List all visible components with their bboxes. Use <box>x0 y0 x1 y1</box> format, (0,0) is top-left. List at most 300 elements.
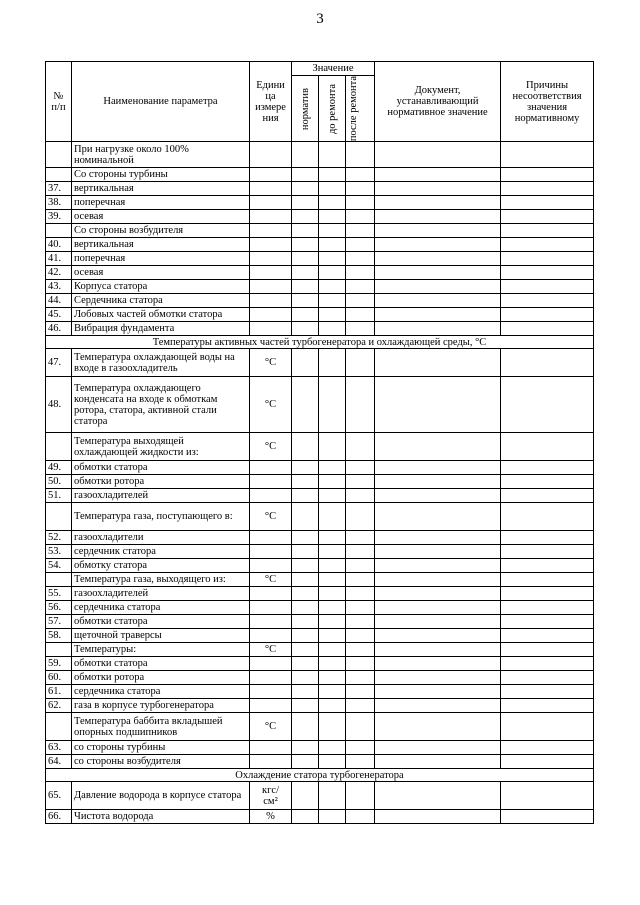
before-repair-cell <box>319 489 346 503</box>
document-cell <box>375 224 501 238</box>
unit-cell <box>250 699 292 713</box>
document-cell <box>375 196 501 210</box>
normative-value-cell <box>292 308 319 322</box>
after-repair-cell <box>346 308 375 322</box>
parameter-name: Температура газа, поступающего в: <box>72 503 250 531</box>
parameter-name: вертикальная <box>72 182 250 196</box>
row-number: 57. <box>46 615 72 629</box>
section-title: Охлаждение статора турбогенератора <box>46 769 594 782</box>
document-cell <box>375 671 501 685</box>
unit-cell <box>250 196 292 210</box>
parameter-name: осевая <box>72 266 250 280</box>
table-row <box>46 349 594 377</box>
before-repair-cell <box>319 545 346 559</box>
unit-cell <box>250 601 292 615</box>
unit-cell <box>250 308 292 322</box>
before-repair-cell <box>319 142 346 168</box>
table-row <box>46 210 594 224</box>
normative-value-cell <box>292 615 319 629</box>
table-row <box>46 294 594 308</box>
before-repair-cell <box>319 349 346 377</box>
table-row <box>46 559 594 573</box>
row-number: 44. <box>46 294 72 308</box>
parameter-name: со стороны возбудителя <box>72 755 250 769</box>
normative-value-cell <box>292 168 319 182</box>
before-repair-cell <box>319 587 346 601</box>
before-repair-cell <box>319 810 346 824</box>
normative-value-cell <box>292 433 319 461</box>
table-row <box>46 741 594 755</box>
before-repair-cell <box>319 182 346 196</box>
reason-cell <box>501 629 594 643</box>
reason-cell <box>501 252 594 266</box>
unit-cell <box>250 322 292 336</box>
unit-cell <box>250 238 292 252</box>
parameter-name: Давление водорода в корпусе статора <box>72 782 250 810</box>
reason-cell <box>501 713 594 741</box>
section-row <box>46 769 594 782</box>
reason-cell <box>501 196 594 210</box>
after-repair-cell <box>346 601 375 615</box>
reason-cell <box>501 349 594 377</box>
table-row <box>46 615 594 629</box>
parameter-name: обмотки статора <box>72 615 250 629</box>
after-repair-cell <box>346 503 375 531</box>
normative-value-cell <box>292 699 319 713</box>
table-row <box>46 252 594 266</box>
table-row <box>46 224 594 238</box>
before-repair-cell <box>319 280 346 294</box>
unit-cell <box>250 294 292 308</box>
table-row <box>46 643 594 657</box>
row-number <box>46 142 72 168</box>
table-row <box>46 196 594 210</box>
table-row <box>46 782 594 810</box>
table-row <box>46 475 594 489</box>
unit-cell <box>250 559 292 573</box>
table-row <box>46 280 594 294</box>
document-cell <box>375 461 501 475</box>
document-cell <box>375 657 501 671</box>
unit-cell <box>250 587 292 601</box>
after-repair-cell <box>346 349 375 377</box>
normative-value-cell <box>292 643 319 657</box>
header-value: Значение <box>292 62 375 76</box>
after-repair-cell <box>346 531 375 545</box>
after-repair-cell <box>346 142 375 168</box>
row-number <box>46 713 72 741</box>
row-number: 62. <box>46 699 72 713</box>
after-repair-cell <box>346 782 375 810</box>
reason-cell <box>501 461 594 475</box>
parameter-name: со стороны турбины <box>72 741 250 755</box>
parameter-name: Корпуса статора <box>72 280 250 294</box>
document-cell <box>375 322 501 336</box>
document-cell <box>375 587 501 601</box>
header-reason: Причины несоответствия значения нормативному <box>501 62 594 142</box>
reason-cell <box>501 224 594 238</box>
table-row <box>46 266 594 280</box>
row-number: 49. <box>46 461 72 475</box>
parameter-name: Со стороны турбины <box>72 168 250 182</box>
before-repair-cell <box>319 168 346 182</box>
reason-cell <box>501 168 594 182</box>
reason-cell <box>501 559 594 573</box>
unit-cell <box>250 210 292 224</box>
before-repair-cell <box>319 713 346 741</box>
parameter-name: Сердечника статора <box>72 294 250 308</box>
normative-value-cell <box>292 142 319 168</box>
row-number: 58. <box>46 629 72 643</box>
unit-cell <box>250 741 292 755</box>
table-row <box>46 587 594 601</box>
normative-value-cell <box>292 349 319 377</box>
document-cell <box>375 615 501 629</box>
table-row <box>46 810 594 824</box>
unit-cell <box>250 266 292 280</box>
unit-cell <box>250 489 292 503</box>
before-repair-cell <box>319 196 346 210</box>
document-cell <box>375 741 501 755</box>
normative-value-cell <box>292 573 319 587</box>
table-row <box>46 489 594 503</box>
document-cell <box>375 308 501 322</box>
parameter-name: сердечника статора <box>72 685 250 699</box>
unit-cell: °С <box>250 349 292 377</box>
after-repair-cell <box>346 294 375 308</box>
after-repair-cell <box>346 238 375 252</box>
header-before-repair: до ремонта <box>319 76 346 142</box>
normative-value-cell <box>292 182 319 196</box>
normative-value-cell <box>292 503 319 531</box>
row-number: 53. <box>46 545 72 559</box>
after-repair-cell <box>346 713 375 741</box>
reason-cell <box>501 489 594 503</box>
document-cell <box>375 713 501 741</box>
row-number: 47. <box>46 349 72 377</box>
unit-cell: % <box>250 810 292 824</box>
before-repair-cell <box>319 294 346 308</box>
before-repair-cell <box>319 755 346 769</box>
normative-value-cell <box>292 489 319 503</box>
before-repair-cell <box>319 629 346 643</box>
parameter-name: обмотки ротора <box>72 671 250 685</box>
row-number: 55. <box>46 587 72 601</box>
row-number: 39. <box>46 210 72 224</box>
table-row <box>46 713 594 741</box>
reason-cell <box>501 433 594 461</box>
document-cell <box>375 531 501 545</box>
before-repair-cell <box>319 699 346 713</box>
header-name: Наименование параметра <box>72 62 250 142</box>
reason-cell <box>501 587 594 601</box>
reason-cell <box>501 782 594 810</box>
row-number: 66. <box>46 810 72 824</box>
parameter-name: щеточной траверсы <box>72 629 250 643</box>
document-cell <box>375 294 501 308</box>
unit-cell <box>250 657 292 671</box>
before-repair-cell <box>319 685 346 699</box>
document-cell <box>375 475 501 489</box>
document-cell <box>375 601 501 615</box>
parameter-name: обмотку статора <box>72 559 250 573</box>
before-repair-cell <box>319 657 346 671</box>
parameter-name: поперечная <box>72 196 250 210</box>
normative-value-cell <box>292 713 319 741</box>
parameter-name: Температура охлаждающего конденсата на входе к обмоткам ротора, статора, активной стали статора <box>72 377 250 433</box>
after-repair-cell <box>346 252 375 266</box>
reason-cell <box>501 755 594 769</box>
unit-cell <box>250 531 292 545</box>
parameter-name: газоохладителей <box>72 489 250 503</box>
document-cell <box>375 629 501 643</box>
before-repair-cell <box>319 252 346 266</box>
unit-cell: кгс/ см² <box>250 782 292 810</box>
before-repair-cell <box>319 266 346 280</box>
table-row <box>46 433 594 461</box>
reason-cell <box>501 238 594 252</box>
before-repair-cell <box>319 643 346 657</box>
row-number: 40. <box>46 238 72 252</box>
unit-cell <box>250 671 292 685</box>
table-row <box>46 322 594 336</box>
reason-cell <box>501 142 594 168</box>
reason-cell <box>501 699 594 713</box>
reason-cell <box>501 601 594 615</box>
document-cell <box>375 503 501 531</box>
document-cell <box>375 685 501 699</box>
after-repair-cell <box>346 168 375 182</box>
document-cell <box>375 210 501 224</box>
reason-cell <box>501 294 594 308</box>
normative-value-cell <box>292 475 319 489</box>
row-number: 61. <box>46 685 72 699</box>
row-number: 59. <box>46 657 72 671</box>
parameter-name: газоохладителей <box>72 587 250 601</box>
unit-cell: °С <box>250 573 292 587</box>
before-repair-cell <box>319 433 346 461</box>
row-number: 38. <box>46 196 72 210</box>
document-cell <box>375 349 501 377</box>
parameter-name: Температура охлаждающей воды на входе в газоохладитель <box>72 349 250 377</box>
parameter-name: обмотки ротора <box>72 475 250 489</box>
before-repair-cell <box>319 601 346 615</box>
table-row <box>46 685 594 699</box>
document-cell <box>375 489 501 503</box>
before-repair-cell <box>319 531 346 545</box>
normative-value-cell <box>292 196 319 210</box>
unit-cell: °С <box>250 433 292 461</box>
unit-cell: °С <box>250 503 292 531</box>
unit-cell: °С <box>250 713 292 741</box>
normative-value-cell <box>292 559 319 573</box>
reason-cell <box>501 280 594 294</box>
parameter-name: сердечника статора <box>72 601 250 615</box>
reason-cell <box>501 182 594 196</box>
normative-value-cell <box>292 224 319 238</box>
after-repair-cell <box>346 657 375 671</box>
after-repair-cell <box>346 699 375 713</box>
before-repair-cell <box>319 615 346 629</box>
table-row <box>46 629 594 643</box>
normative-value-cell <box>292 545 319 559</box>
parameter-name: вертикальная <box>72 238 250 252</box>
table-row <box>46 308 594 322</box>
document-cell <box>375 377 501 433</box>
page-number: 3 <box>316 11 324 27</box>
reason-cell <box>501 545 594 559</box>
parameter-name: При нагрузке около 100% номинальной <box>72 142 250 168</box>
section-row <box>46 336 594 349</box>
row-number <box>46 643 72 657</box>
document-cell <box>375 142 501 168</box>
document-cell <box>375 280 501 294</box>
parameter-name: обмотки статора <box>72 461 250 475</box>
row-number: 46. <box>46 322 72 336</box>
unit-cell <box>250 168 292 182</box>
after-repair-cell <box>346 545 375 559</box>
parameter-name: Чистота водорода <box>72 810 250 824</box>
header-after-repair: после ремонта <box>346 76 375 142</box>
unit-cell <box>250 142 292 168</box>
row-number: 37. <box>46 182 72 196</box>
normative-value-cell <box>292 322 319 336</box>
after-repair-cell <box>346 377 375 433</box>
normative-value-cell <box>292 755 319 769</box>
reason-cell <box>501 573 594 587</box>
row-number <box>46 433 72 461</box>
unit-cell: °С <box>250 643 292 657</box>
table-row <box>46 573 594 587</box>
unit-cell <box>250 252 292 266</box>
document-cell <box>375 782 501 810</box>
unit-cell <box>250 280 292 294</box>
document-cell <box>375 810 501 824</box>
row-number <box>46 224 72 238</box>
table-row <box>46 238 594 252</box>
reason-cell <box>501 657 594 671</box>
before-repair-cell <box>319 210 346 224</box>
normative-value-cell <box>292 685 319 699</box>
unit-cell <box>250 224 292 238</box>
after-repair-cell <box>346 573 375 587</box>
row-number <box>46 573 72 587</box>
before-repair-cell <box>319 224 346 238</box>
parameter-name: Температура газа, выходящего из: <box>72 573 250 587</box>
reason-cell <box>501 671 594 685</box>
document-cell <box>375 573 501 587</box>
section-title: Температуры активных частей турбогенератора и охлаждающей среды, °С <box>46 336 594 349</box>
document-cell <box>375 182 501 196</box>
row-number: 51. <box>46 489 72 503</box>
document-cell <box>375 699 501 713</box>
after-repair-cell <box>346 685 375 699</box>
normative-value-cell <box>292 294 319 308</box>
normative-value-cell <box>292 238 319 252</box>
table-row <box>46 461 594 475</box>
before-repair-cell <box>319 377 346 433</box>
row-number: 48. <box>46 377 72 433</box>
row-number: 60. <box>46 671 72 685</box>
table-row <box>46 182 594 196</box>
header-num: № п/п <box>46 62 72 142</box>
reason-cell <box>501 810 594 824</box>
row-number: 43. <box>46 280 72 294</box>
normative-value-cell <box>292 210 319 224</box>
before-repair-cell <box>319 741 346 755</box>
unit-cell <box>250 475 292 489</box>
reason-cell <box>501 685 594 699</box>
unit-cell <box>250 545 292 559</box>
before-repair-cell <box>319 308 346 322</box>
row-number: 63. <box>46 741 72 755</box>
parameter-name: Со стороны возбудителя <box>72 224 250 238</box>
before-repair-cell <box>319 238 346 252</box>
row-number <box>46 503 72 531</box>
unit-cell <box>250 629 292 643</box>
row-number: 42. <box>46 266 72 280</box>
unit-cell <box>250 685 292 699</box>
table-row <box>46 377 594 433</box>
unit-cell <box>250 182 292 196</box>
normative-value-cell <box>292 461 319 475</box>
after-repair-cell <box>346 643 375 657</box>
before-repair-cell <box>319 559 346 573</box>
document-cell <box>375 238 501 252</box>
after-repair-cell <box>346 210 375 224</box>
table-row <box>46 657 594 671</box>
after-repair-cell <box>346 433 375 461</box>
after-repair-cell <box>346 322 375 336</box>
document-cell <box>375 252 501 266</box>
row-number <box>46 168 72 182</box>
before-repair-cell <box>319 475 346 489</box>
reason-cell <box>501 531 594 545</box>
normative-value-cell <box>292 629 319 643</box>
after-repair-cell <box>346 559 375 573</box>
header-unit: Едини ца измере ния <box>250 62 292 142</box>
reason-cell <box>501 322 594 336</box>
parameters-table <box>45 61 594 824</box>
before-repair-cell <box>319 671 346 685</box>
reason-cell <box>501 266 594 280</box>
reason-cell <box>501 475 594 489</box>
after-repair-cell <box>346 741 375 755</box>
before-repair-cell <box>319 322 346 336</box>
table-row <box>46 545 594 559</box>
document-cell <box>375 559 501 573</box>
document-cell <box>375 545 501 559</box>
parameter-name: сердечник статора <box>72 545 250 559</box>
row-number: 54. <box>46 559 72 573</box>
reason-cell <box>501 210 594 224</box>
before-repair-cell <box>319 782 346 810</box>
after-repair-cell <box>346 280 375 294</box>
table-row <box>46 142 594 168</box>
document-cell <box>375 433 501 461</box>
before-repair-cell <box>319 573 346 587</box>
document-cell <box>375 266 501 280</box>
after-repair-cell <box>346 629 375 643</box>
normative-value-cell <box>292 377 319 433</box>
after-repair-cell <box>346 810 375 824</box>
table-row <box>46 671 594 685</box>
reason-cell <box>501 615 594 629</box>
table-row <box>46 755 594 769</box>
reason-cell <box>501 741 594 755</box>
after-repair-cell <box>346 587 375 601</box>
normative-value-cell <box>292 587 319 601</box>
